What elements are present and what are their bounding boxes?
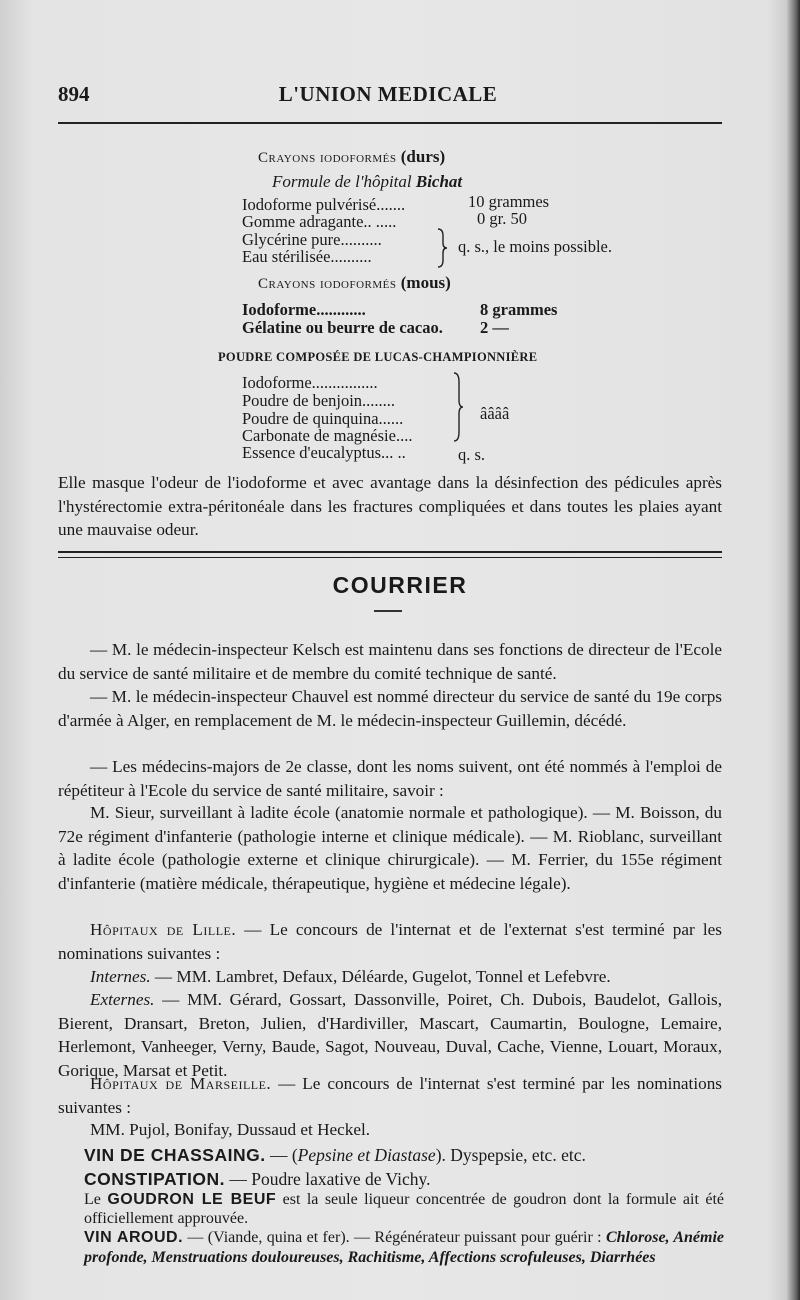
news-paragraph-marseille xyxy=(58,1072,722,1119)
recipe-item: Poudre de quinquina...... xyxy=(242,409,404,428)
news-paragraph-externes xyxy=(58,988,722,1082)
news-paragraph-lille xyxy=(58,918,722,965)
news-text: — Le concours de l'internat s'est terminé par les nominations suivantes : xyxy=(58,1074,722,1117)
recipe-item: Iodoforme............ xyxy=(242,300,366,319)
intro-paragraph: Elle masque l'odeur de l'iodoforme et avec avantage dans la désinfection des pédicules après l'hystérectomie extra-péritonéale dans les fractures compliquées et dans toutes les plaies ayant une mauvaise odeur. xyxy=(58,473,722,539)
news-paragraph: MM. Pujol, Bonifay, Dussaud et Heckel. xyxy=(90,1120,371,1139)
recipe-item: Iodoforme pulvérisé....... xyxy=(242,195,406,214)
ad-brand: GOUDRON LE BEUF xyxy=(107,1191,277,1208)
section-title-caps: Crayons iodoformés xyxy=(258,276,397,292)
section-title-caps: Crayons iodoformés xyxy=(258,150,397,166)
recipe-qty: 10 grammes xyxy=(468,192,550,211)
section-title-crayons-durs xyxy=(258,147,445,167)
ad-text: Le xyxy=(84,1191,108,1208)
recipe-item: Eau stérilisée.......... xyxy=(242,247,372,266)
recipe-item: Essence d'eucalyptus... .. xyxy=(242,443,406,462)
header-rule xyxy=(58,122,722,124)
news-paragraph: — M. le médecin-inspecteur Chauvel est nommé directeur du service de santé du 19e corps d'armée à Alger, en remplacement de M. le médecin-inspecteur Guillemin, décédé. xyxy=(58,687,722,730)
news-label: Internes. xyxy=(90,967,151,986)
advertisement xyxy=(84,1228,724,1268)
ad-brand: VIN AROUD. xyxy=(84,1229,184,1246)
news-label: Hôpitaux de Lille. xyxy=(90,920,237,939)
news-text: — MM. Gérard, Gossart, Dassonville, Poiret, Ch. Dubois, Baudelot, Gallois, Bierent, Dransart, Breton, Julien, d'Hardiviller, Mascart, Caumartin, Boulogne, Lemaire, Herlemont, Vanheeger, Verny, Baude, Sagot, Nouveau, Duval, Cache, Vienne, Louart, Moraux, Gorique, Marsat et Petit. xyxy=(58,990,722,1080)
ad-brand: VIN DE CHASSAING. xyxy=(84,1145,266,1165)
news-paragraph: — Les médecins-majors de 2e classe, dont les noms suivent, ont été nommés à l'emploi de répétiteur à l'Ecole du service de santé militaire, savoir : xyxy=(58,757,722,800)
news-label: Hôpitaux de Marseille. xyxy=(90,1074,272,1093)
section-separator xyxy=(58,551,722,558)
recipe-shared-qty: q. s., le moins possible. xyxy=(458,237,613,256)
title-dash xyxy=(374,610,402,612)
formula-name: Bichat xyxy=(415,172,463,191)
brace-icon xyxy=(436,228,448,268)
ad-text: ). Dyspepsie, etc. etc. xyxy=(435,1145,586,1165)
section-title-tail: (durs) xyxy=(396,147,446,166)
ad-text: — ( xyxy=(265,1145,298,1165)
recipe-shared-qty: ââââ xyxy=(480,404,510,423)
formula-heading xyxy=(272,172,462,192)
page-number: 894 xyxy=(58,82,90,106)
journal-title: L'UNION MEDICALE xyxy=(278,82,498,106)
ad-italic: Chlorose, Anémie profonde, Menstruations douloureuses, Rachitisme, Affections scrofuleuses, Diarrhées xyxy=(84,1229,725,1266)
news-text: — MM. Lambret, Defaux, Déléarde, Gugelot, Tonnel et Lefebvre. xyxy=(150,967,611,986)
section-title-crayons-mous xyxy=(258,273,451,293)
recipe-item: Gélatine ou beurre de cacao. xyxy=(242,318,443,337)
brace-icon xyxy=(452,372,464,442)
recipe-qty: 0 gr. 50 xyxy=(477,209,527,228)
recipe-item: Glycérine pure.......... xyxy=(242,230,382,249)
recipe-item: Carbonate de magnésie.... xyxy=(242,426,413,445)
page-binding-shadow xyxy=(786,0,800,1300)
advertisement xyxy=(84,1144,724,1166)
recipe-item: Iodoforme................ xyxy=(242,373,378,392)
recipe-qty: 8 grammes xyxy=(480,300,558,319)
news-paragraph: M. Sieur, surveillant à ladite école (anatomie normale et pathologique). — M. Boisson, du 72e régiment d'infanterie (pathologie interne et clinique médicale). — M. Rioblanc, surveillant à ladite école (pathologie externe et clinique chirurgicale). — M. Ferrier, du 155e régiment d'infanterie (matière médicale, thérapeutique, hygiène et médecine légale). xyxy=(58,803,722,893)
recipe-qty: 2 — xyxy=(480,318,509,337)
ad-text: — (Viande, quina et fer). — Régénérateur puissant pour guérir : xyxy=(183,1229,606,1246)
formula-label: Formule de l'hôpital xyxy=(272,172,412,191)
ad-italic: Pepsine et Diastase xyxy=(297,1145,436,1165)
ad-text: — Poudre laxative de Vichy. xyxy=(225,1169,431,1189)
news-paragraph: — M. le médecin-inspecteur Kelsch est maintenu dans ses fonctions de directeur de l'Ecole du service de santé militaire et de membre du comité technique de santé. xyxy=(58,640,722,683)
news-text: — Le concours de l'internat et de l'externat s'est terminé par les nominations suivantes : xyxy=(58,920,722,963)
section-title-poudre: POUDRE COMPOSÉE DE LUCAS-CHAMPIONNIÈRE xyxy=(218,350,538,364)
news-label: Externes. xyxy=(90,990,155,1009)
section-title-tail: (mous) xyxy=(396,273,451,292)
recipe-qty: q. s. xyxy=(458,445,486,464)
ad-text: est la seule liqueur concentrée de goudron dont la formule ait été officiellement approuvée. xyxy=(84,1191,725,1227)
news-paragraph-internes xyxy=(58,965,722,989)
recipe-item: Poudre de benjoin........ xyxy=(242,391,396,410)
advertisement xyxy=(84,1168,724,1190)
page-header xyxy=(58,82,718,112)
advertisement xyxy=(84,1190,724,1228)
ad-brand: CONSTIPATION. xyxy=(84,1169,225,1189)
recipe-item: Gomme adragante.. ..... xyxy=(242,212,397,231)
courrier-title: COURRIER xyxy=(332,572,468,598)
